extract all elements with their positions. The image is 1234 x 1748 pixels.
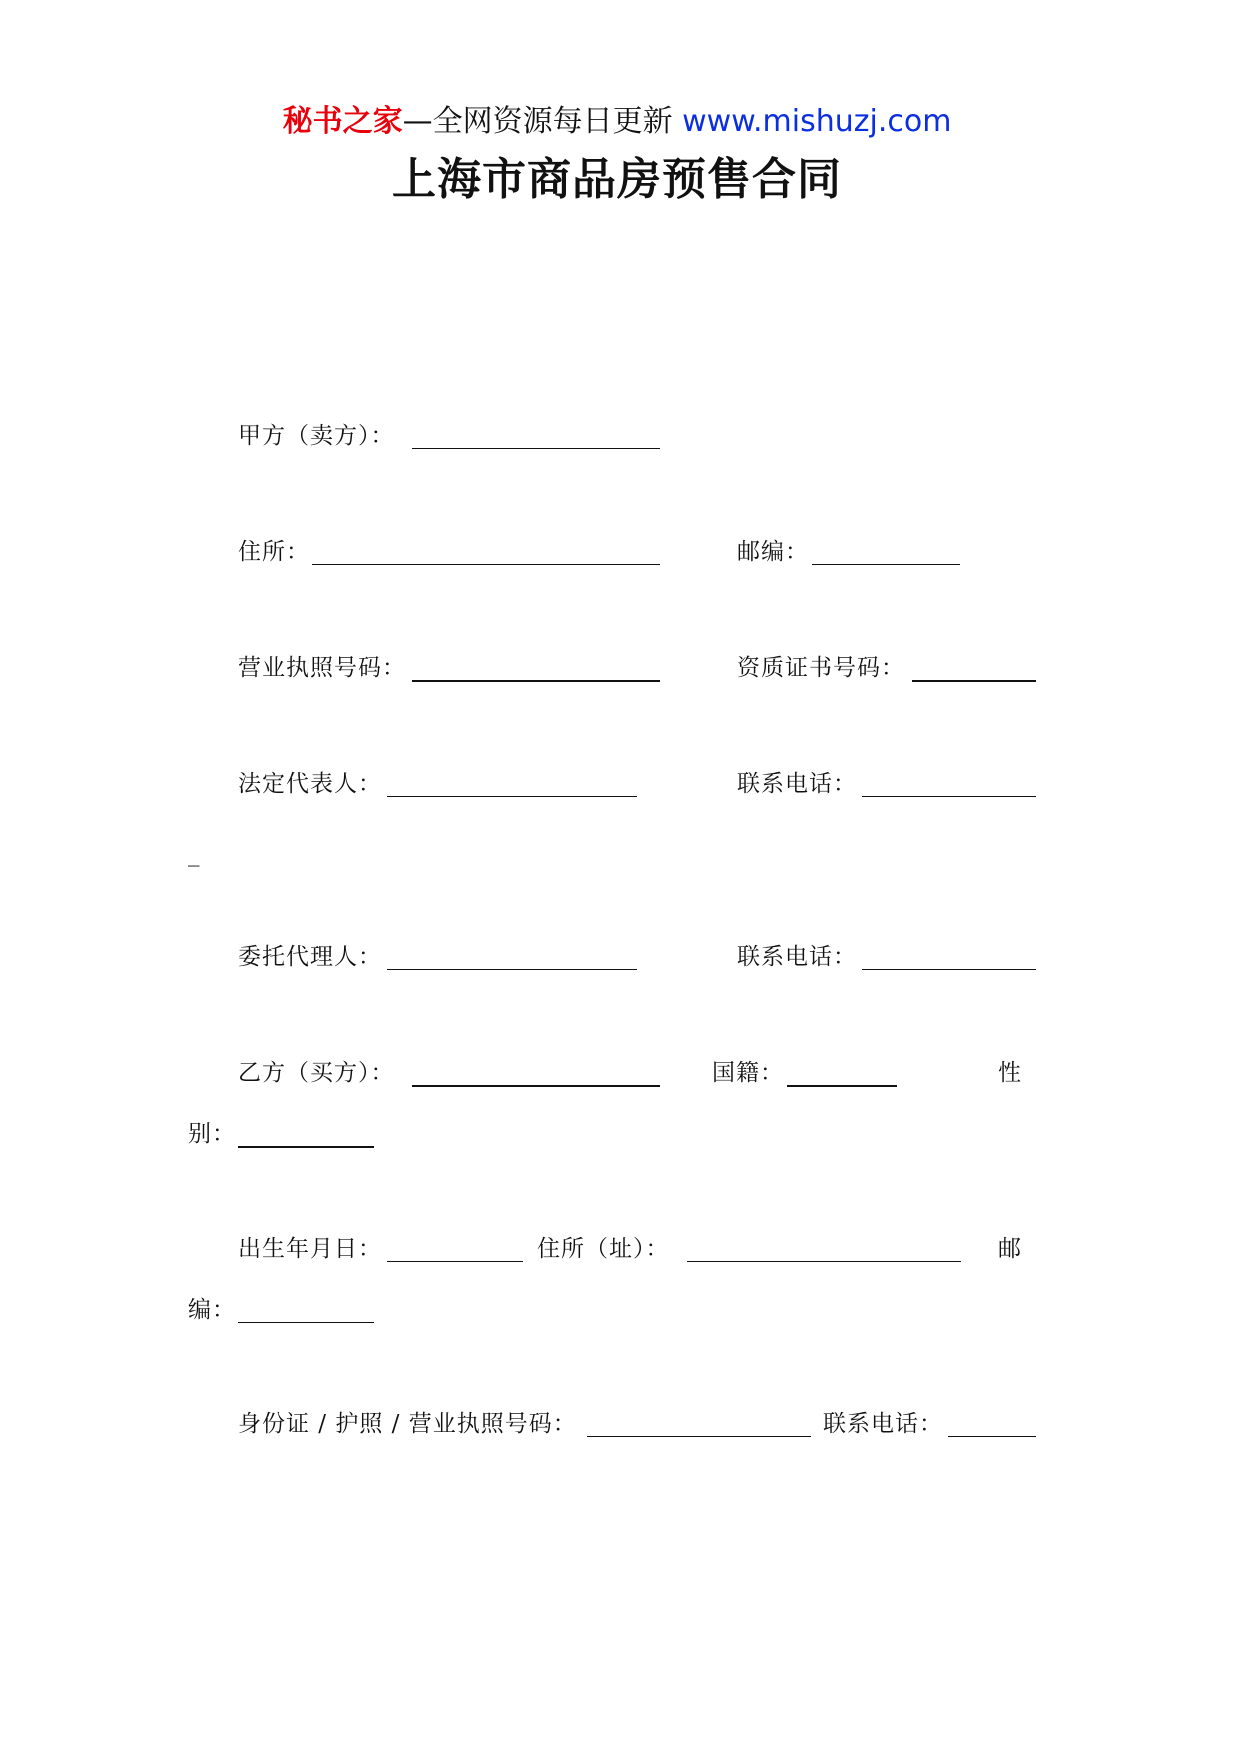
seller-postcode-blank — [812, 564, 960, 565]
gender-label-part1: 性 — [998, 1060, 1022, 1086]
buyer-phone-label: 联系电话： — [823, 1411, 943, 1437]
buyer-address-label: 住所（址）： — [537, 1236, 670, 1262]
agent-phone-label: 联系电话： — [737, 944, 857, 970]
business-license-label: 营业执照号码： — [238, 655, 406, 681]
site-header — [0, 102, 1234, 142]
buyer-postcode-blank — [238, 1322, 374, 1323]
buyer-postcode-part2: 编： — [188, 1297, 236, 1323]
agent-phone-blank — [862, 969, 1036, 970]
site-url[interactable]: www.mishuzj.com — [682, 104, 952, 139]
site-brand: 秘书之家 — [282, 104, 403, 139]
nationality-label: 国籍： — [712, 1060, 784, 1086]
nationality-blank — [787, 1085, 897, 1087]
buyer-postcode-part1: 邮 — [998, 1236, 1022, 1262]
legal-rep-blank — [387, 796, 637, 797]
legal-rep-phone-label: 联系电话： — [737, 771, 857, 797]
seller-address-blank — [312, 564, 660, 565]
buyer-blank — [412, 1085, 660, 1087]
birthdate-blank — [387, 1261, 523, 1262]
seller-postcode-label: 邮编： — [737, 539, 809, 565]
agent-label: 委托代理人： — [238, 944, 382, 970]
qualification-cert-blank — [912, 680, 1036, 682]
buyer-address-blank — [687, 1261, 961, 1262]
gender-blank — [238, 1146, 374, 1148]
business-license-blank — [412, 680, 660, 682]
birthdate-label: 出生年月日： — [238, 1236, 382, 1262]
buyer-label: 乙方（买方）： — [238, 1060, 395, 1086]
buyer-phone-blank — [948, 1436, 1036, 1437]
seller-blank — [412, 448, 660, 449]
document-title: 上海市商品房预售合同 — [392, 154, 842, 205]
legal-rep-label: 法定代表人： — [238, 771, 382, 797]
stray-underscore: _ — [188, 841, 201, 867]
qualification-cert-label: 资质证书号码： — [737, 655, 905, 681]
gender-label-part2: 别： — [188, 1121, 236, 1147]
id-number-blank — [587, 1436, 811, 1437]
id-number-label: 身份证 / 护照 / 营业执照号码： — [238, 1411, 577, 1437]
site-tagline: —全网资源每日更新 — [402, 104, 673, 139]
agent-blank — [387, 969, 637, 970]
seller-address-label: 住所： — [238, 539, 310, 565]
legal-rep-phone-blank — [862, 796, 1036, 797]
seller-label: 甲方（卖方）： — [238, 423, 395, 449]
